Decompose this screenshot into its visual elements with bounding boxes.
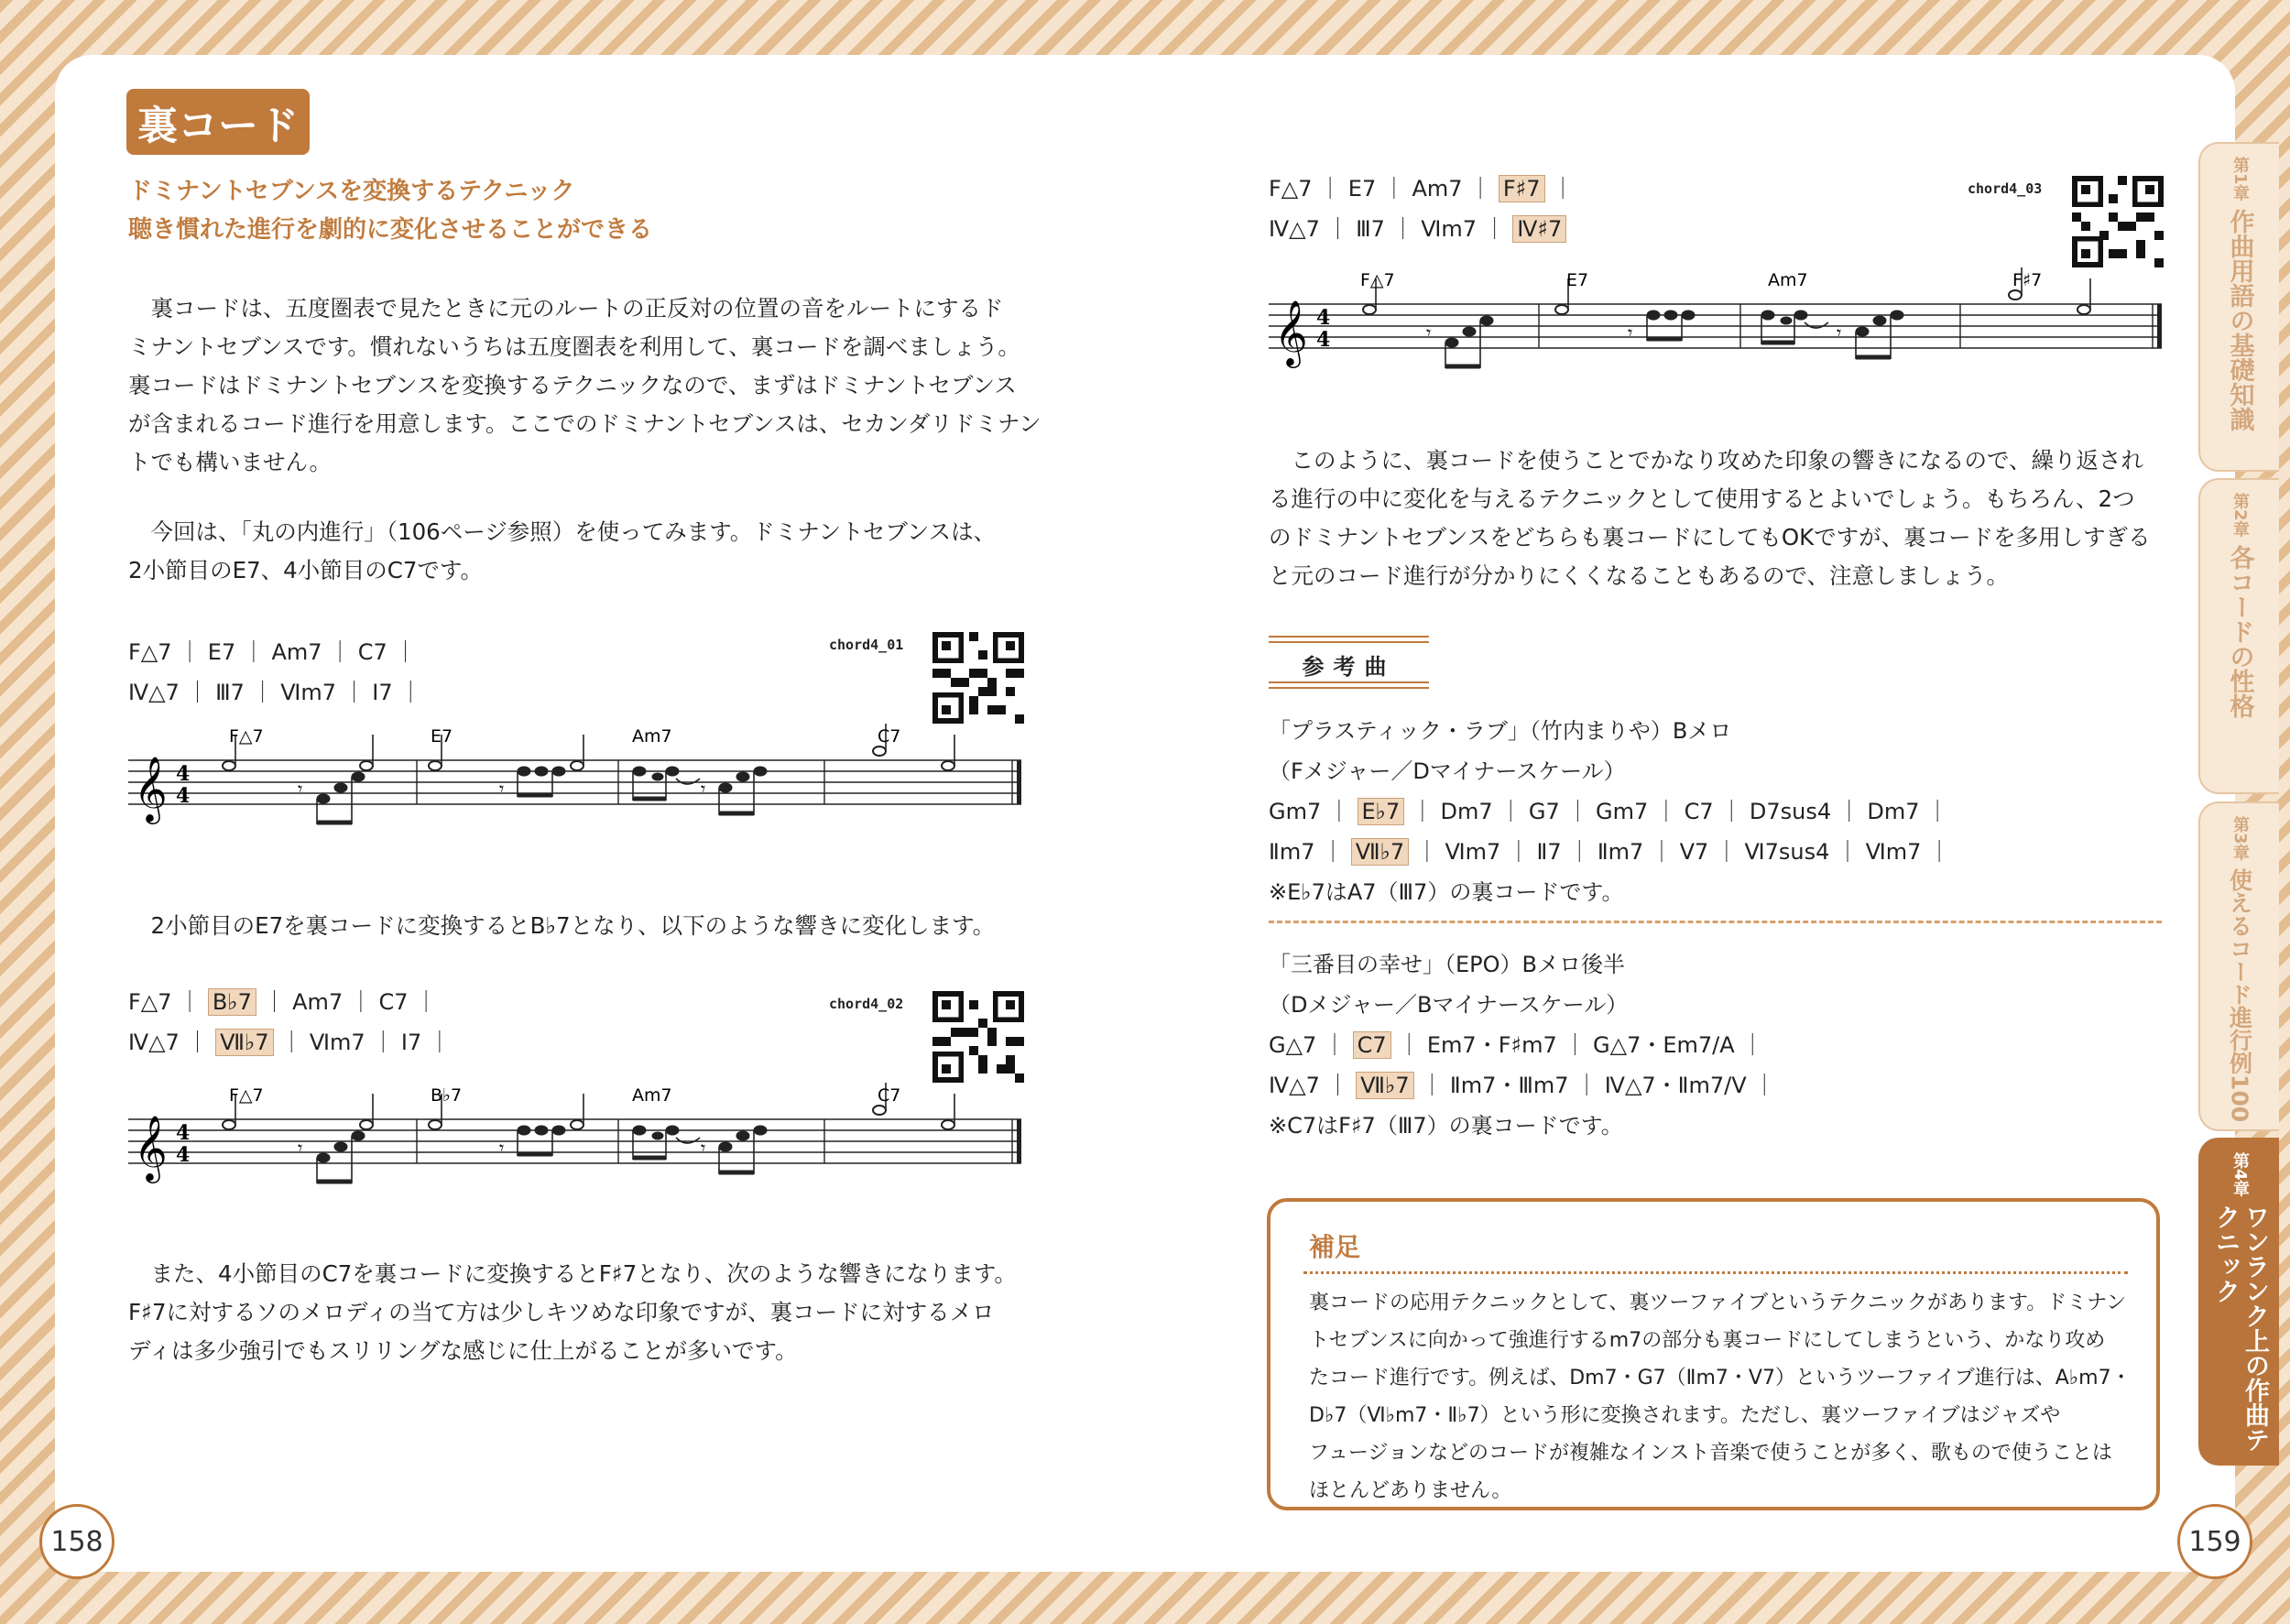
- page-number-right: 159: [2177, 1504, 2252, 1579]
- supplement-title: 補足: [1309, 1232, 1361, 1262]
- highlighted-chord: C7: [1353, 1031, 1391, 1059]
- chords: F△7 ｜ E7 ｜ Am7 ｜ C7 ｜: [128, 639, 417, 665]
- paragraph-1: [128, 289, 1041, 482]
- qr-code-icon[interactable]: [932, 991, 1024, 1083]
- text-line: 2小節目のE7、4小節目のC7です。: [128, 557, 483, 583]
- qr-code-icon[interactable]: [2072, 176, 2164, 267]
- degree-row: [1269, 1066, 1775, 1106]
- svg-text:4: 4: [176, 1143, 191, 1167]
- rest-icon: 𝄾: [1837, 322, 1842, 343]
- text-line: また、4小節目のC7を裏コードに変換するとF♯7となり、次のような響きになります。: [128, 1260, 1017, 1287]
- chords: F△7 ｜: [128, 989, 202, 1015]
- reference-song-2: [1269, 945, 1775, 1147]
- subtitle-line: ドミナントセブンスを変換するテクニック: [128, 178, 575, 205]
- chapter-tab-4[interactable]: [2198, 1138, 2279, 1466]
- divider: [1269, 921, 2162, 923]
- chords: ｜ Am7 ｜ C7 ｜: [263, 989, 438, 1015]
- chords: G△7 ｜: [1269, 1032, 1346, 1058]
- rest-icon: 𝄾: [298, 1137, 303, 1159]
- chapter-number: 第2章: [2230, 493, 2250, 538]
- staff-example-2: [128, 1083, 1035, 1202]
- degree-row: [128, 1022, 451, 1063]
- staff-chord-label: E7: [431, 726, 453, 747]
- highlighted-degree: Ⅶ♭7: [215, 1029, 273, 1056]
- dotted-divider: [1303, 1271, 2128, 1274]
- chords: Gm7 ｜: [1269, 799, 1350, 824]
- degrees: Ⅳ△7 ｜ Ⅲ7 ｜ Ⅵm7 ｜: [1269, 216, 1506, 242]
- chord-row: [1269, 169, 1574, 209]
- staff-chord-label: F△7: [229, 726, 264, 747]
- svg-text:4: 4: [176, 1121, 191, 1145]
- section-title: 裏コード: [126, 89, 310, 155]
- text-line: と元のコード進行が分かりにくくなることもあるので、注意しましょう。: [1269, 562, 2010, 589]
- staff-chord-label: B♭7: [431, 1085, 463, 1106]
- chord-row: [1269, 1026, 1775, 1066]
- qr-code-icon[interactable]: [932, 632, 1024, 724]
- chord-row: [128, 632, 421, 672]
- text-line: のドミナントセブンスをどちらも裏コードにしてもOKですが、裏コードを多用しすぎる: [1269, 524, 2151, 550]
- supplement-box: [1267, 1198, 2160, 1510]
- staff-chord-label: F△7: [1360, 270, 1395, 290]
- degrees: Ⅳ△7 ｜: [128, 1030, 209, 1055]
- reference-song-1: [1269, 712, 1950, 913]
- chords: ｜: [1552, 176, 1575, 202]
- text-line: トセブンスに向かって強進行するm7の部分も裏コードにしてしまうという、かなり攻め: [1309, 1329, 2106, 1352]
- paragraph-4: [128, 1255, 1017, 1370]
- song-title: 「プラスティック・ラブ」（竹内まりや）Bメロ: [1269, 718, 1732, 744]
- staff-chord-label: Am7: [632, 1085, 672, 1106]
- chapter-number: 第4章: [2230, 1152, 2250, 1197]
- svg-text:4: 4: [176, 762, 191, 786]
- section-subtitle: [128, 172, 652, 249]
- text-line: ミナントセブンスです。慣れないうちは五度圏表を利用して、裏コードを調べましょう。: [128, 333, 1020, 360]
- song-key: （Fメジャー／Dマイナースケール）: [1269, 758, 1626, 784]
- paragraph-5: [1269, 441, 2151, 595]
- chords: ｜ Em7・F♯m7 ｜ G△7・Em7/A ｜: [1398, 1032, 1764, 1058]
- reference-heading-text: 参考曲: [1302, 654, 1396, 680]
- treble-clef-icon: 𝄞: [134, 1114, 168, 1181]
- treble-clef-icon: 𝄞: [1274, 299, 1308, 365]
- chapter-number: 第3章: [2230, 816, 2250, 861]
- rest-icon: 𝄾: [499, 1137, 505, 1159]
- subtitle-line: 聴き慣れた進行を劇的に変化させることができる: [128, 216, 653, 244]
- rest-icon: 𝄾: [298, 778, 303, 800]
- text-line: る進行の中に変化を与えるテクニックとして使用するとよいでしょう。もちろん、2つ: [1269, 485, 2135, 512]
- rest-icon: 𝄾: [1628, 322, 1633, 343]
- svg-text:4: 4: [1316, 328, 1331, 352]
- chords: ｜ Dm7 ｜ G7 ｜ Gm7 ｜ C7 ｜ D7sus4 ｜ Dm7 ｜: [1411, 799, 1949, 824]
- text-line: 裏コードはドミナントセブンスを変換するテクニックなので、まずはドミナントセブンス: [128, 372, 1017, 398]
- staff-chord-label: E7: [1566, 270, 1589, 290]
- highlighted-chord: E♭7: [1358, 798, 1405, 825]
- audio-file-label: chord4_02: [829, 996, 904, 1012]
- text-line: が含まれるコード進行を用意します。ここでのドミナントセブンスは、セカンダリドミナン: [128, 410, 1041, 437]
- page-number-left: 158: [39, 1504, 114, 1579]
- rest-icon: 𝄾: [1426, 322, 1432, 343]
- degrees: ｜ Ⅵm7 ｜ Ⅰ7 ｜: [280, 1030, 451, 1055]
- text-line: 今回は、「丸の内進行」（106ページ参照）を使ってみます。ドミナントセブンスは、: [128, 518, 997, 545]
- staff-chord-label: C7: [878, 726, 901, 747]
- chord-row: [1269, 792, 1950, 833]
- paragraph-3: [128, 907, 995, 945]
- audio-file-label: chord4_03: [1968, 180, 2043, 197]
- text-line: 2小節目のE7を裏コードに変換するとB♭7となり、以下のような響きに変化します。: [128, 912, 996, 939]
- degree-row: [1269, 833, 1950, 873]
- staff-notes: [223, 724, 954, 824]
- degrees: Ⅳ△7 ｜: [1269, 1073, 1349, 1098]
- rest-icon: 𝄾: [499, 778, 505, 800]
- chord-row: [128, 982, 451, 1022]
- highlighted-degree: Ⅳ♯7: [1512, 215, 1566, 243]
- staff-chord-label: Am7: [1768, 270, 1808, 290]
- degrees: Ⅳ△7 ｜ Ⅲ7 ｜ Ⅵm7 ｜ Ⅰ7 ｜: [128, 680, 422, 705]
- paragraph-2: [128, 513, 996, 590]
- song-note: ※E♭7はA7（Ⅲ7）の裏コードです。: [1269, 879, 1624, 905]
- song-key: （Dメジャー／Bマイナースケール）: [1269, 992, 1629, 1018]
- chapter-number: 第1章: [2230, 157, 2250, 202]
- chapter-title: 作曲用語の基礎知識: [2225, 208, 2254, 431]
- example-1-progression: [128, 632, 421, 713]
- highlighted-chord: F♯7: [1499, 175, 1545, 202]
- svg-text:4: 4: [176, 784, 191, 808]
- staff-chord-label: C7: [878, 1085, 901, 1106]
- audio-file-label: chord4_01: [829, 637, 904, 653]
- text-line: F♯7に対するソのメロディの当て方は少しキツめな印象ですが、裏コードに対するメロ: [128, 1299, 995, 1325]
- text-line: D♭7（Ⅵ♭m7・Ⅱ♭7）という形に変換されます。ただし、裏ツーファイブはジャズや: [1309, 1404, 2061, 1427]
- highlighted-degree: Ⅶ♭7: [1356, 1072, 1413, 1099]
- degree-row: [1269, 209, 1574, 249]
- degrees: ｜ Ⅱm7・Ⅲm7 ｜ Ⅳ△7・Ⅱm7/Ⅴ ｜: [1421, 1073, 1776, 1098]
- chapter-tab-2[interactable]: [2198, 478, 2279, 794]
- text-line: フュージョンなどのコードが複雑なインスト音楽で使うことが多く、歌もので使うことは: [1309, 1442, 2112, 1465]
- staff-notes: [223, 1083, 954, 1183]
- highlighted-degree: Ⅶ♭7: [1351, 838, 1409, 866]
- song-title: 「三番目の幸せ」（EPO）Bメロ後半: [1269, 952, 1625, 977]
- staff-example-3: [1269, 267, 2176, 387]
- rest-icon: 𝄾: [701, 778, 706, 800]
- text-line: 裏コードは、五度圏表で見たときに元のルートの正反対の位置の音をルートにするド: [128, 295, 1004, 322]
- degrees: Ⅱm7 ｜: [1269, 839, 1345, 865]
- song-note: ※C7はF♯7（Ⅲ7）の裏コードです。: [1269, 1113, 1623, 1139]
- text-line: トでも構いません。: [128, 449, 332, 475]
- chapter-tab-3[interactable]: [2198, 801, 2279, 1131]
- reference-heading: [1269, 636, 1429, 687]
- treble-clef-icon: 𝄞: [134, 755, 168, 822]
- chapter-tab-1[interactable]: [2198, 142, 2279, 472]
- text-line: 裏コードの応用テクニックとして、裏ツーファイブというテクニックがあります。ドミナン: [1309, 1292, 2127, 1314]
- svg-text:4: 4: [1316, 306, 1331, 330]
- chords: F△7 ｜ E7 ｜ Am7 ｜: [1269, 176, 1492, 202]
- staff-notes: [1363, 267, 2090, 368]
- text-line: ほとんどありません。: [1309, 1479, 1512, 1502]
- text-line: ディは多少強引でもスリリングな感じに仕上がることが多いです。: [128, 1337, 798, 1364]
- text-line: たコード進行です。例えば、Dm7・G7（Ⅱm7・Ⅴ7）というツーファイブ進行は、A♭m7・: [1309, 1367, 2132, 1390]
- degrees: ｜ Ⅵm7 ｜ Ⅱ7 ｜ Ⅱm7 ｜ Ⅴ7 ｜ Ⅵ7sus4 ｜ Ⅵm7 ｜: [1415, 839, 1951, 865]
- chapter-title: 各コードの性格: [2225, 544, 2254, 718]
- staff-chord-label: Am7: [632, 726, 672, 747]
- supplement-body: [1309, 1284, 2133, 1510]
- chapter-title: 使えるコード進行例100: [2226, 867, 2253, 1122]
- example-3-progression: [1269, 169, 1574, 249]
- highlighted-chord: B♭7: [208, 988, 256, 1016]
- staff-example-1: [128, 724, 1035, 843]
- chapter-title: ワンランク上の作曲テクニック: [2211, 1204, 2269, 1452]
- staff-chord-label: F△7: [229, 1085, 264, 1106]
- text-line: このように、裏コードを使うことでかなり攻めた印象の響きになるので、繰り返され: [1269, 447, 2144, 474]
- rest-icon: 𝄾: [701, 1137, 706, 1159]
- example-2-progression: [128, 982, 451, 1063]
- degree-row: [128, 672, 421, 713]
- staff-chord-label: F♯7: [2012, 270, 2043, 290]
